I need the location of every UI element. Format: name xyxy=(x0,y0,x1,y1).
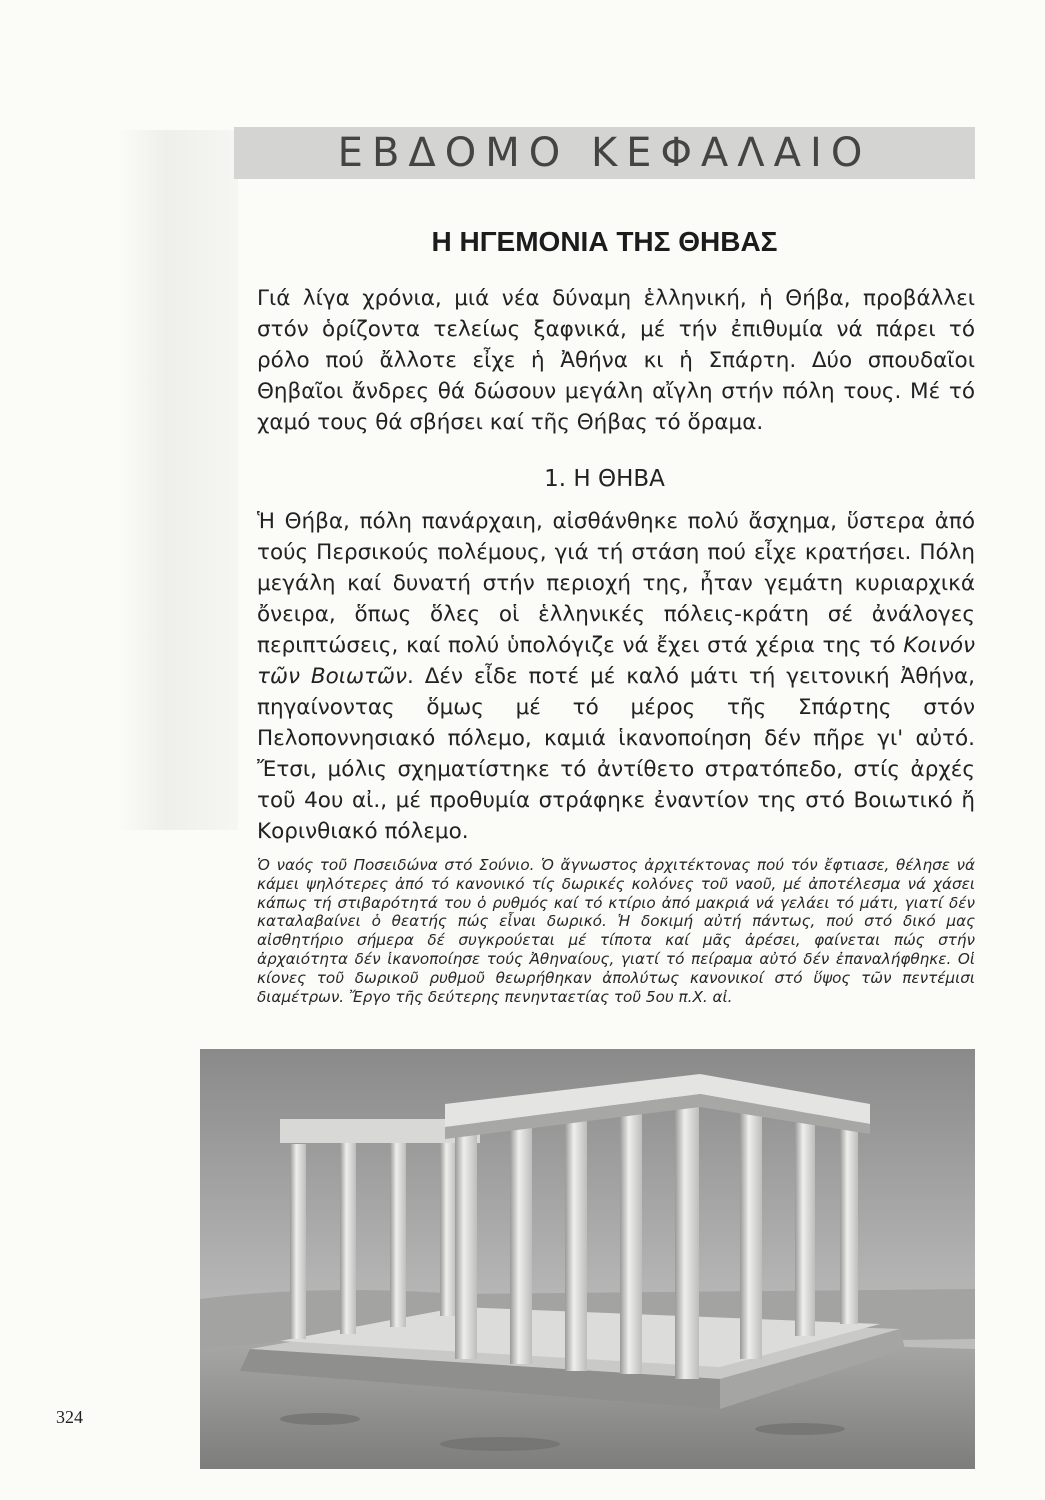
section-body-italic: Κοινόν τῶν Βοιωτῶν xyxy=(257,633,975,689)
chapter-heading: ΕΒΔΟΜΟ ΚΕΦΑΛΑΙΟ xyxy=(337,130,872,176)
photo-caption: Ὁ ναός τοῦ Ποσειδώνα στό Σούνιο. Ὁ ἄγνωστος ἀρχιτέκτονας πού τόν ἔφτιασε, θέλησε νά κάμει ψηλότερες ἀπό τό κανονικό τίς δωρικές κολόνες τοῦ ναοῦ, μέ ἀποτέλεσμα νά χάσει κάπως τή στιβαρότητά του ὁ ρυθμός καί τό κτίριο ἀπό μακριά νά γελάει τό μάτι, γιατί δέν καταλαβαίνει ὁ θεατής πώς εἶναι δωρικό. Ἡ δοκιμή αὐτή πάντως, πού στό δικό μας αἰσθητήριο σήμερα δέ συγκρούεται μέ τίποτα καί μᾶς ἀρέσει, φαίνεται πώς στήν ἀρχαιότητα δέν ἱκανοποίησε τούς Ἀθηναίους, γιατί τό πείραμα αὐτό δέν ἐπαναλήφθηκε. Οἱ κίονες τοῦ δωρικοῦ ρυθμοῦ θεωρήθηκαν ἀπολύτως κανονικοί στό ὕψος τῶν πεντέμισι διαμέτρων. Ἔργο τῆς δεύτερης πενηνταετίας τοῦ 5ου π.Χ. αἰ. xyxy=(257,856,975,1006)
section-body xyxy=(257,506,975,847)
section-body-text-1: Ἡ Θήβα, πόλη πανάρχαιη, αἰσθάνθηκε πολύ ἄσχημα, ὕστερα ἀπό τούς Περσικούς πολέμους, γιά τή στάση πού εἶχε κρατήσει. Πόλη μεγάλη καί δυνατή στήν περιοχή της, ἦταν γεμάτη κυριαρχικά ὄνειρα, ὅπως ὅλες οἱ ἑλληνικές πόλεις-κράτη σέ ἀνάλογες περιπτώσεις, καί πολύ ὑπολόγιζε νά ἔχει στά χέρια της τό xyxy=(257,509,975,658)
page-title: Η ΗΓΕΜΟΝΙΑ ΤΗΣ ΘΗΒΑΣ xyxy=(431,226,778,257)
section-heading: 1. Η ΘΗΒΑ xyxy=(544,466,665,492)
left-margin-bleed xyxy=(118,130,238,830)
intro-paragraph: Γιά λίγα χρόνια, μιά νέα δύναμη ἑλληνική, ἡ Θήβα, προβάλλει στόν ὁρίζοντα τελείως ξαφνικά, μέ τήν ἐπιθυμία νά πάρει τό ρόλο πού ἄλλοτε εἶχε ἡ Ἀθήνα κι ἡ Σπάρτη. Δύο σπουδαῖοι Θηβαῖοι ἄνδρες θά δώσουν μεγάλη αἴγλη στήν πόλη τους. Μέ τό χαμό τους θά σβήσει καί τῆς Θήβας τό ὅραμα. xyxy=(257,286,975,435)
temple-photo xyxy=(200,1049,975,1469)
chapter-heading-band xyxy=(234,127,975,179)
temple-of-poseidon-image xyxy=(200,1049,975,1469)
section-body-text-2: . Δέν εἶδε ποτέ μέ καλό μάτι τή γειτονική Ἀθήνα, πηγαίνοντας ὅμως μέ τό μέρος τῆς Σπάρτης στόν Πελοποννησιακό πόλεμο, καμιά ἱκανοποίηση δέν πῆρε γι' αὐτό. Ἔτσι, μόλις σχηματίστηκε τό ἀντίθετο στρατόπεδο, στίς ἀρχές τοῦ 4ου αἰ., μέ προθυμία στράφηκε ἐναντίον της στό Βοιωτικό ἤ Κορινθιακό πόλεμο. xyxy=(257,664,975,844)
page-number: 324 xyxy=(56,1407,83,1427)
